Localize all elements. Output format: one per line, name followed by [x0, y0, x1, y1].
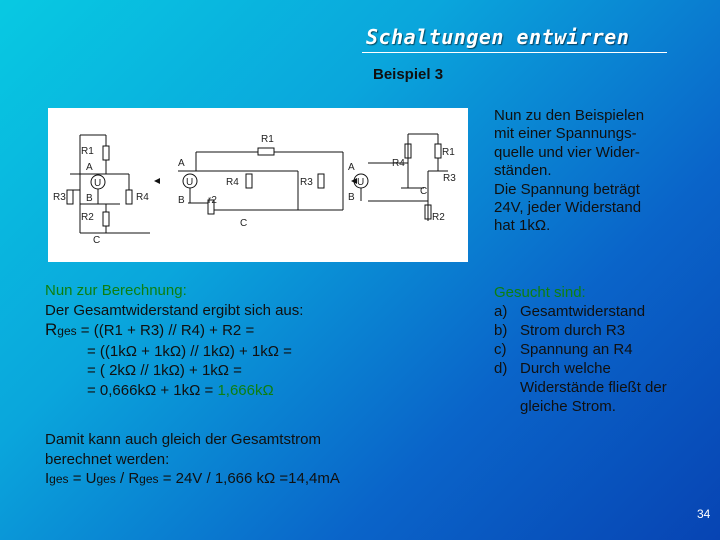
resistor-r4-left: [126, 190, 132, 204]
u-subscript: ges: [96, 472, 116, 486]
resistor-r4-mid: [246, 174, 252, 188]
label-r3-left: R3: [53, 192, 66, 203]
label-r4-left: R4: [136, 192, 149, 203]
label-a-left: A: [86, 162, 93, 173]
calculation-block: [45, 281, 465, 400]
sought-list-block: [494, 283, 694, 416]
calc-formula-rest: = ((R1 + R3) // R4) + R2 =: [76, 322, 255, 339]
list-item: [494, 302, 694, 321]
label-c-mid: C: [240, 218, 248, 229]
label-b-mid: B: [178, 195, 185, 206]
description-line: quelle und vier Wider-: [494, 143, 640, 161]
calc-result-line: [45, 381, 465, 401]
sought-list: [494, 302, 694, 416]
calc-line: Der Gesamtwiderstand ergibt sich aus:: [45, 301, 304, 319]
calc-line: = ( 2kΩ // 1kΩ) + 1kΩ =: [87, 362, 242, 379]
description-line: 24V, jeder Widerstand: [494, 199, 642, 217]
calc-line: = ((1kΩ + 1kΩ) // 1kΩ) + 1kΩ =: [87, 342, 292, 360]
formula-part: / R: [115, 470, 140, 487]
label-u-mid: U: [186, 177, 194, 188]
i-symbol: I: [45, 470, 50, 487]
page-number: 34: [697, 507, 711, 521]
list-item: [494, 340, 694, 359]
list-item-text: Spannung an R4: [520, 341, 633, 358]
list-item: [494, 321, 694, 340]
rges-symbol: R: [45, 320, 58, 339]
list-marker: b): [494, 322, 508, 339]
list-item-text: Strom durch R3: [520, 322, 626, 339]
resistor-r1-left: [103, 146, 109, 160]
list-marker: c): [494, 341, 507, 358]
resistor-r1-mid: [258, 148, 274, 155]
arrow-right-icon: [154, 178, 160, 184]
rges-subscript: ges: [57, 324, 77, 338]
resistor-r1-right: [435, 144, 441, 158]
description-line: ständen.: [494, 162, 552, 180]
page-title: Schaltungen entwirren: [366, 25, 630, 49]
label-r4-right: R4: [392, 158, 405, 169]
label-b-left: B: [86, 193, 93, 204]
total-line: berechnet werden:: [45, 450, 170, 468]
description-line: hat 1kΩ.: [494, 217, 551, 235]
label-c-left: C: [93, 235, 101, 246]
calc-result: 1,666kΩ: [217, 381, 274, 399]
total-line: Damit kann auch gleich der Gesamtstrom: [45, 431, 321, 448]
label-r2-left: R2: [81, 212, 94, 223]
description-line: Nun zu den Beispielen: [494, 107, 645, 124]
list-item-text: Durch welche Widerstände fließt der gleiche Strom.: [520, 360, 667, 415]
label-r2-mid: r2: [208, 195, 217, 206]
label-r2-right: R2: [432, 212, 445, 223]
label-u-left: U: [94, 178, 102, 189]
example-subtitle: Beispiel 3: [373, 66, 444, 83]
label-r1-left: R1: [81, 146, 94, 157]
list-item: [494, 359, 694, 416]
description-text: [494, 107, 694, 236]
label-r3-right: R3: [443, 173, 456, 184]
circuit-diagram: [48, 108, 468, 262]
calc-heading: Nun zur Berechnung:: [45, 282, 187, 299]
formula-part: = U: [68, 470, 97, 487]
total-current-block: [45, 430, 465, 490]
sought-heading: Gesucht sind:: [494, 284, 586, 301]
list-marker: a): [494, 303, 508, 320]
resistor-r3-left: [67, 190, 73, 204]
label-u-right: U: [357, 177, 365, 188]
total-formula: [45, 469, 465, 490]
label-a-right: A: [348, 162, 355, 173]
list-marker: d): [494, 360, 508, 377]
label-a-mid: A: [178, 158, 185, 169]
list-item-text: Gesamtwiderstand: [520, 303, 646, 320]
calc-line-text: = 0,666kΩ + 1kΩ =: [87, 381, 218, 399]
title-underline: [362, 52, 667, 53]
description-line: Die Spannung beträgt: [494, 180, 640, 198]
label-r3-mid: R3: [300, 177, 313, 188]
label-r4-mid: R4: [226, 177, 239, 188]
i-subscript: ges: [49, 472, 69, 486]
label-r1-right: R1: [442, 147, 455, 158]
label-r1-mid: R1: [261, 134, 274, 145]
description-line: mit einer Spannungs-: [494, 125, 637, 143]
resistor-r2-left: [103, 212, 109, 226]
r-subscript: ges: [139, 472, 159, 486]
circuit-svg: [48, 108, 468, 262]
resistor-r3-mid: [318, 174, 324, 188]
label-b-right: B: [348, 192, 355, 203]
calc-formula: [45, 320, 465, 342]
label-c-right: C: [420, 186, 428, 197]
formula-part: = 24V / 1,666 kΩ =14,4mA: [158, 470, 340, 487]
